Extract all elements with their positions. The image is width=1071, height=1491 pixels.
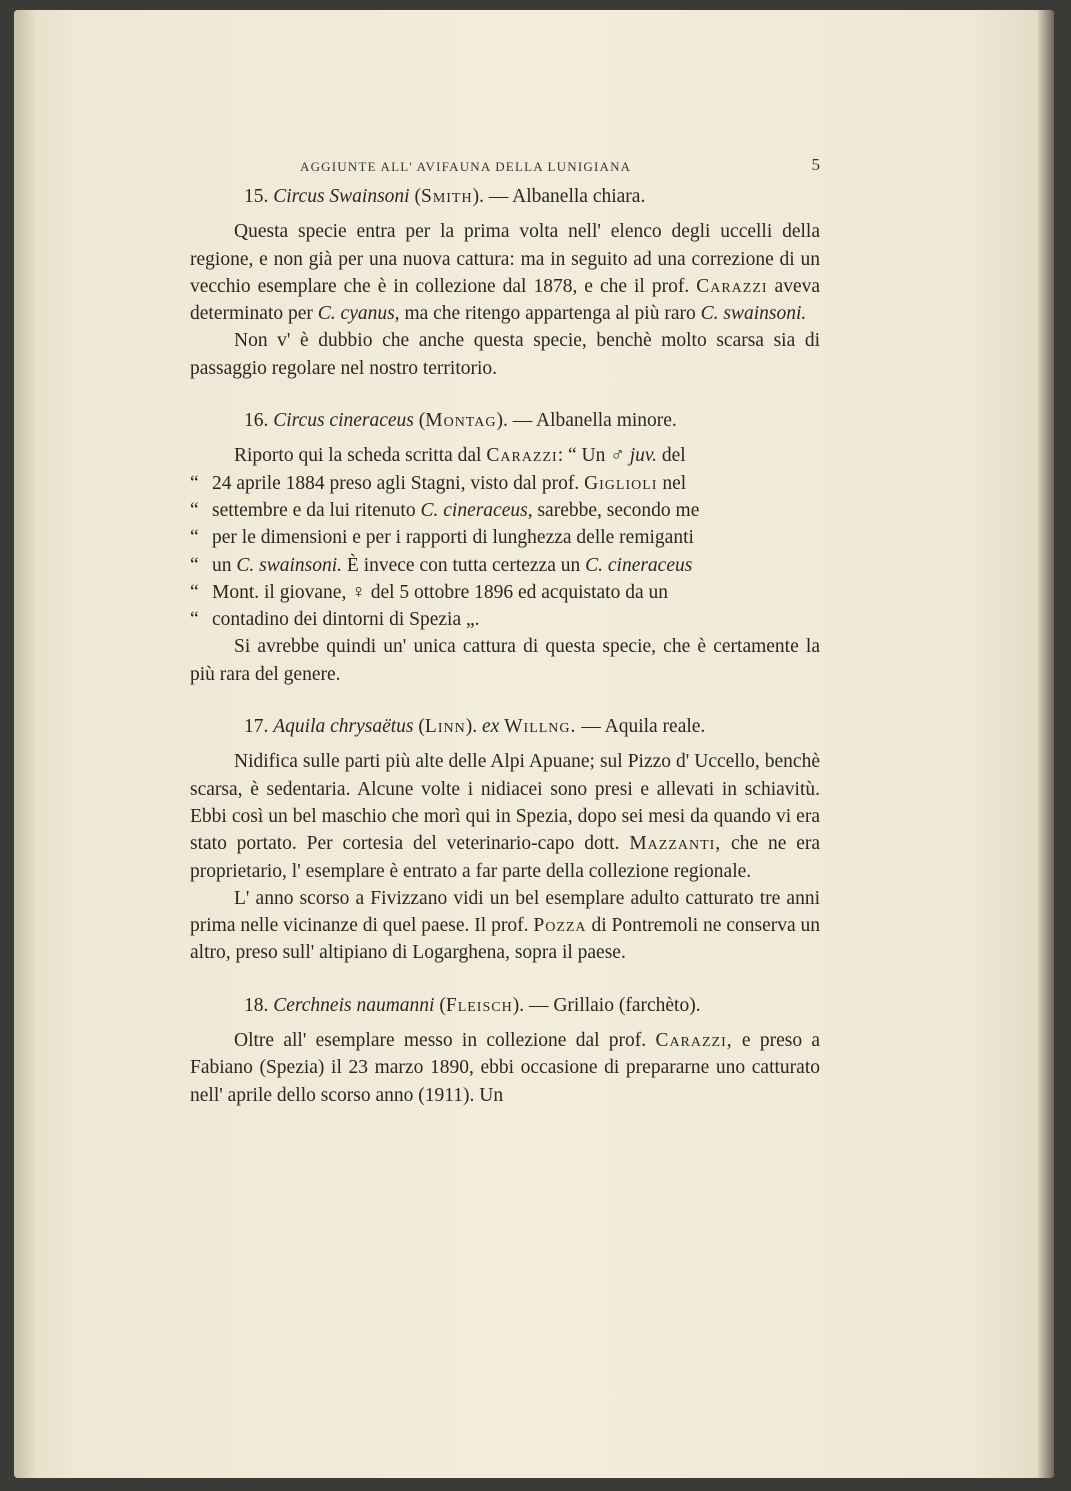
text-run: ma che ritengo appartenga al più raro [404,303,696,325]
ex-author: Willng. [504,716,577,738]
species-heading-17: 17. Aquila chrysaëtus (Linn). ex Willng. — Aquila reale. [244,716,706,738]
person-name: Carazzi [696,275,768,297]
species-common-name: Grillaio (farchèto). [553,994,701,1016]
text-run: che ne era proprietario, l' esemplare è entrato a far parte della collezione regionale. [190,833,821,882]
quote-mark: “ [190,499,199,521]
ex-label: ex [481,716,500,738]
species-ref: C. cineraceus [585,554,693,576]
quote-mark: “ [190,609,199,631]
text-run: settembre e da lui ritenuto [212,499,416,521]
person-name: Carazzi [486,445,558,467]
running-title: AGGIUNTE ALL' AVIFAUNA DELLA LUNIGIANA [300,159,632,174]
species-heading-16: 16. Circus cineraceus (Montag). — Albanella minore. [244,410,677,432]
species-number: 15. [244,186,269,207]
quote-line [190,606,820,633]
species-common-name: Aquila reale. [604,716,706,738]
text-run: del [661,445,686,467]
text-run: Mont. il giovane, ♀ del 5 ottobre 1896 ed acquistato da un [212,581,668,603]
quote-paragraph [190,442,820,469]
text-run: di Pontremoli ne conserva un altro, preso sull' altipiano di Logarghena, sopra il paese. [190,915,821,964]
quote-line [190,552,820,579]
species-ref: C. swainsoni. [236,554,343,576]
text-run: un [212,554,232,576]
text-run: Oltre all' esemplare messo in collezione dal prof. [234,1030,647,1052]
page-edge [1038,10,1054,1478]
quote-line [190,524,820,551]
species-name: Circus cineraceus [273,410,414,432]
quote-mark: “ [190,527,199,549]
text-run: nel [662,472,687,494]
paragraph [190,1027,820,1109]
species-number: 18. [244,994,269,1016]
text-run: 24 aprile 1884 preso agli Stagni, visto dal prof. [212,472,580,494]
paragraph: Non v' è dubbio che anche questa specie, benchè molto scarsa sia di passaggio regolare nel nostro territorio. [190,330,820,379]
paragraph [190,748,820,884]
quote-line [190,579,820,606]
text-run: e preso a Fabiano (Spezia) il 23 marzo 1890, ebbi occasione di prepararne uno catturato nell' aprile dello scorso anno (1911). Un [190,1030,820,1106]
page-text [190,149,820,1109]
quote-line [190,470,820,497]
text-run: per le dimensioni e per i rapporti di lunghezza delle remiganti [212,527,694,549]
quote-mark: “ [190,581,199,603]
species-author: Linn [424,716,466,738]
text-run: L' anno scorso a Fivizzano vidi un bel esemplare adulto catturato tre anni prima nelle vicinanze di quel paese. Il prof. [190,887,820,937]
species-number: 17. [244,716,269,738]
text-run: Nidifica sulle parti più alte delle Alpi Apuane; sul Pizzo d' Uccello, benchè scarsa, è sedentaria. Alcune volte i nidiacei sono presi e allevati in schiavitù. Ebbi così un bel maschio che morì qui in Spezia, dopo sei mesi da quando vi era stato portato. Per cortesia del veterinario-capo dott. [190,751,820,855]
person-name: Giglioli [584,472,658,494]
species-name: Circus Swainsoni [273,186,410,207]
text-run: contadino dei dintorni di Spezia „. [212,609,480,631]
text-run: aveva determinato per [190,275,821,325]
paragraph [190,885,820,967]
species-author: Montag [425,410,497,432]
text-run: È invece con tutta certezza un [346,554,581,576]
species-heading-15: 15. Circus Swainsoni (Smith). — Albanella chiara. [244,186,646,207]
species-author: Smith [420,186,473,207]
paragraph [190,218,820,327]
person-name: Mazzanti, [629,833,722,855]
person-name: Pozza [533,915,587,937]
text-run: juv. [629,445,657,467]
person-name: Carazzi, [655,1030,733,1052]
species-ref: C. swainsoni. [700,303,807,325]
species-common-name: Albanella chiara. [512,186,646,207]
book-page [14,10,1054,1478]
text-run: : “ Un ♂ [557,445,625,467]
species-common-name: Albanella minore. [536,410,677,432]
species-number: 16. [244,410,269,432]
page-number: 5 [811,155,820,174]
quote-mark: “ [190,554,199,576]
running-header [190,149,820,173]
quote-line [190,497,820,524]
species-ref: C. cyanus, [317,303,400,325]
species-name: Cerchneis naumanni [273,994,435,1016]
paragraph: Si avrebbe quindi un' unica cattura di questa specie, che è certamente la più rara del genere. [190,636,820,685]
species-name: Aquila chrysaëtus [273,716,414,738]
text-run: Riporto qui la scheda scritta dal [234,445,482,467]
species-author: Fleisch [445,994,513,1016]
text-run: Questa specie entra per la prima volta nell' elenco degli uccelli della regione, e non già per una nuova cattura: ma in seguito ad una correzione di un vecchio esemplare che è in collezione dal 1878, e che il prof. [190,221,820,297]
text-run: sarebbe, secondo me [537,499,700,521]
quote-mark: “ [190,472,199,494]
species-ref: C. cineraceus, [420,499,533,521]
species-heading-18: 18. Cerchneis naumanni (Fleisch). — Grillaio (farchèto). [244,994,701,1016]
